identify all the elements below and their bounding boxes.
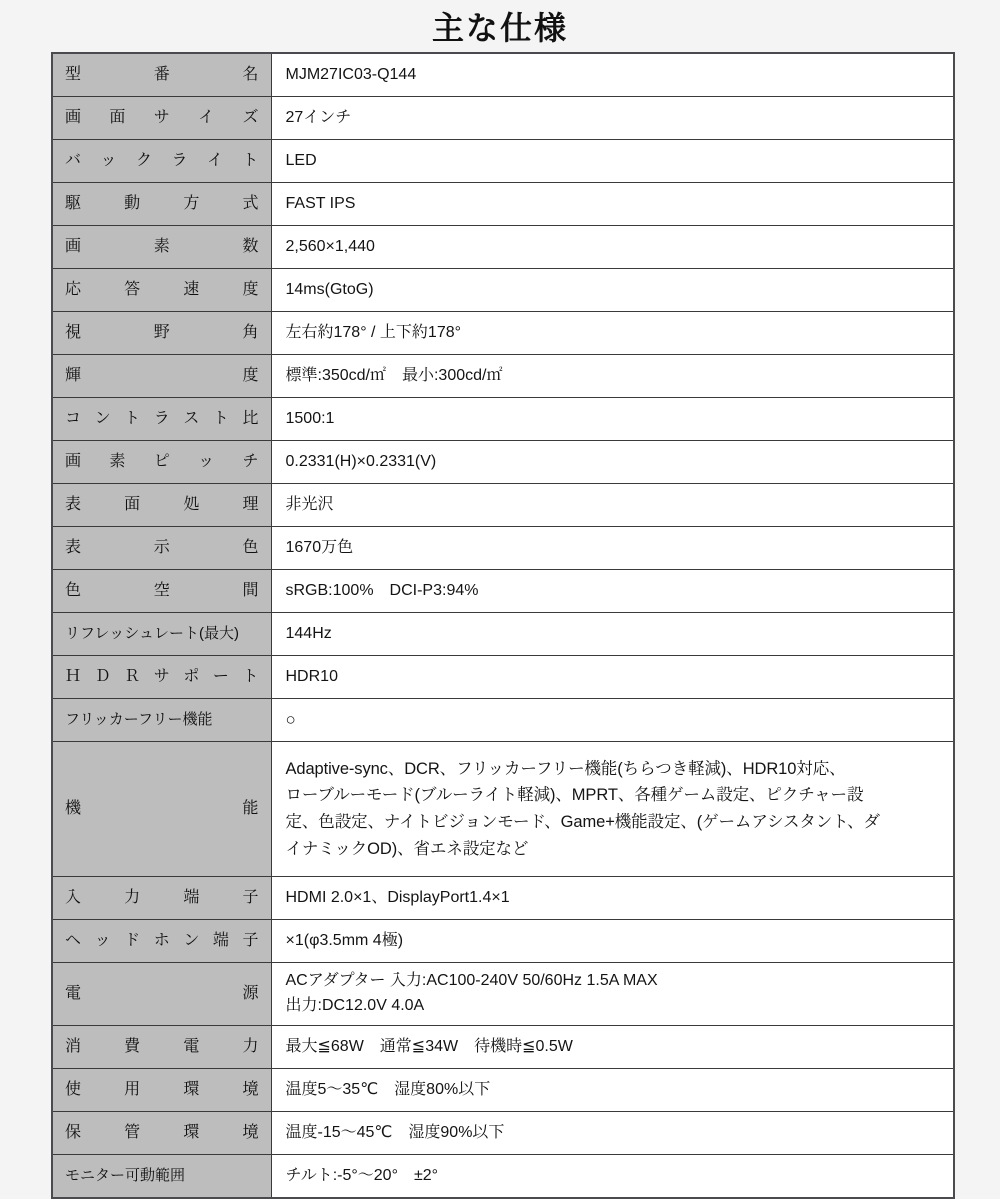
spec-value-line: 温度-15〜45℃ 湿度90%以下 <box>285 1124 505 1142</box>
spec-value-line: 0.2331(H)×0.2331(V) <box>285 453 437 471</box>
spec-value-cell <box>271 183 954 226</box>
spec-value-line: チルト:-5°〜20° ±2° <box>285 1167 439 1185</box>
label-char: 画 <box>65 109 82 127</box>
table-row <box>52 1069 954 1112</box>
label-char: 表 <box>65 496 82 514</box>
label-char: ヘ <box>65 932 82 950</box>
spec-label-cell <box>52 355 271 398</box>
label-char: 環 <box>183 1124 200 1142</box>
spec-value-cell <box>271 1026 954 1069</box>
spec-value-cell <box>271 1155 954 1199</box>
label-char: Ｄ <box>94 668 111 686</box>
spec-label-cell <box>52 527 271 570</box>
spec-value-line: イナミックOD)、省エネ設定など <box>285 839 529 858</box>
label-char: 境 <box>242 1081 259 1099</box>
label-char: ス <box>183 410 200 428</box>
label-char: ト <box>124 410 141 428</box>
spec-value-cell <box>271 613 954 656</box>
page-title: 主な仕様 <box>431 10 568 46</box>
spec-label-cell <box>52 1026 271 1069</box>
spec-value-line: 温度5〜35℃ 湿度80%以下 <box>285 1081 491 1099</box>
spec-label-cell <box>52 183 271 226</box>
spec-value-line: 定、色設定、ナイトビジョンモード、Game+機能設定、(ゲームアシスタント、ダ <box>285 813 880 831</box>
spec-value-line: MJM27IC03-Q144 <box>285 66 417 84</box>
label-char: ッ <box>198 453 215 471</box>
spec-label-cell <box>52 920 271 963</box>
label-char: 素 <box>109 453 126 471</box>
label-char: ン <box>94 410 111 428</box>
label-char: 端 <box>212 932 229 950</box>
spec-table-container <box>51 52 953 1199</box>
table-row <box>52 1112 954 1155</box>
table-row <box>52 398 954 441</box>
spec-value-line: 27インチ <box>285 109 352 127</box>
label-char: 子 <box>242 932 259 950</box>
spec-label-cell <box>52 53 271 97</box>
table-row <box>52 355 954 398</box>
label-char: 処 <box>183 496 200 514</box>
spec-value-line: 14ms(GtoG) <box>285 281 374 299</box>
label-char: 環 <box>183 1081 200 1099</box>
label-char: サ <box>153 668 170 686</box>
spec-value-cell <box>271 441 954 484</box>
label-char: ポ <box>183 668 200 686</box>
spec-table-body <box>52 53 954 1198</box>
table-row <box>52 742 954 877</box>
label-char: サ <box>153 109 170 127</box>
label-char: 型 <box>65 66 82 84</box>
spec-value-cell <box>271 656 954 699</box>
label-char: 保 <box>65 1124 82 1142</box>
spec-value-cell <box>271 963 954 1026</box>
spec-value-line: 最大≦68W 通常≦34W 待機時≦0.5W <box>285 1038 573 1056</box>
spec-label-text <box>65 797 259 820</box>
spec-value-cell <box>271 53 954 97</box>
spec-value-cell <box>271 269 954 312</box>
label-char: 画 <box>65 453 82 471</box>
table-row <box>52 1026 954 1069</box>
label-char: チ <box>242 453 259 471</box>
table-row <box>52 570 954 613</box>
spec-label-text <box>65 364 259 387</box>
table-row <box>52 877 954 920</box>
label-char: 費 <box>124 1038 141 1056</box>
label-char: 輝 <box>65 367 82 385</box>
label-char: 式 <box>242 195 259 213</box>
table-row <box>52 1155 954 1199</box>
label-char: ッ <box>94 932 111 950</box>
label-char: イ <box>206 152 223 170</box>
spec-label-text <box>65 1035 259 1058</box>
spec-label-cell <box>52 226 271 269</box>
table-row <box>52 269 954 312</box>
label-char: 力 <box>124 889 141 907</box>
spec-label-text: リフレッシュレート(最大) <box>65 625 239 643</box>
label-char: 動 <box>124 195 141 213</box>
spec-value-cell <box>271 140 954 183</box>
label-char: ト <box>242 668 259 686</box>
spec-label-text: フリッカーフリー機能 <box>65 711 213 729</box>
label-char: ホ <box>153 932 170 950</box>
spec-label-cell <box>52 699 271 742</box>
spec-label-cell <box>52 1112 271 1155</box>
label-char: 応 <box>65 281 82 299</box>
label-char: 駆 <box>65 195 82 213</box>
label-char: 源 <box>242 985 259 1003</box>
table-row <box>52 312 954 355</box>
spec-value-cell <box>271 877 954 920</box>
label-char: 角 <box>242 324 259 342</box>
label-char: ピ <box>153 453 170 471</box>
spec-value-cell <box>271 920 954 963</box>
spec-value-line: Adaptive-sync、DCR、フリッカーフリー機能(ちらつき軽減)、HDR10対応、 <box>285 759 846 778</box>
spec-value-cell <box>271 742 954 877</box>
table-row <box>52 613 954 656</box>
label-char: 視 <box>65 324 82 342</box>
label-char: 面 <box>124 496 141 514</box>
label-char: Ｈ <box>65 668 82 686</box>
label-char: ラ <box>171 152 188 170</box>
spec-value-line: 出力:DC12.0V 4.0A <box>285 997 425 1014</box>
spec-label-cell <box>52 140 271 183</box>
spec-label-cell <box>52 877 271 920</box>
label-char: ド <box>124 932 141 950</box>
label-char: 画 <box>65 238 82 256</box>
label-char: ク <box>135 152 152 170</box>
spec-value-line: ○ <box>285 709 296 729</box>
label-char: 能 <box>242 800 259 818</box>
spec-label-text <box>65 149 259 172</box>
spec-value-line: ローブルーモード(ブルーライト軽減)、MPRT、各種ゲーム設定、ピクチャー設 <box>285 786 864 805</box>
label-char: 使 <box>65 1081 82 1099</box>
label-char: 数 <box>242 238 259 256</box>
spec-label-cell <box>52 656 271 699</box>
spec-label-cell <box>52 1155 271 1199</box>
label-char: 示 <box>153 539 170 557</box>
label-char: 名 <box>242 66 259 84</box>
table-row <box>52 963 954 1026</box>
label-char: ラ <box>153 410 170 428</box>
spec-value-line: LED <box>285 152 317 170</box>
label-char: 方 <box>183 195 200 213</box>
spec-value-line: 2,560×1,440 <box>285 238 375 256</box>
spec-label-text: モニター可動範囲 <box>65 1167 186 1185</box>
spec-label-cell <box>52 963 271 1026</box>
spec-label-text <box>65 407 259 430</box>
label-char: 番 <box>153 66 170 84</box>
spec-label-text <box>65 63 259 86</box>
specification-table <box>51 52 955 1199</box>
label-char: 入 <box>65 889 82 907</box>
label-char: 度 <box>242 281 259 299</box>
table-row <box>52 441 954 484</box>
label-char: 素 <box>153 238 170 256</box>
spec-label-text <box>65 665 259 688</box>
spec-label-text <box>65 278 259 301</box>
spec-value-line: FAST IPS <box>285 195 356 213</box>
spec-label-cell <box>52 441 271 484</box>
table-row <box>52 527 954 570</box>
spec-value-line: 144Hz <box>285 625 332 643</box>
label-char: 電 <box>65 985 82 1003</box>
spec-label-text <box>65 192 259 215</box>
label-char: 理 <box>242 496 259 514</box>
spec-value-cell <box>271 699 954 742</box>
spec-label-cell <box>52 312 271 355</box>
spec-label-text <box>65 886 259 909</box>
spec-value-line: 1670万色 <box>285 539 354 557</box>
label-char: 端 <box>183 889 200 907</box>
spec-label-cell <box>52 97 271 140</box>
label-char: 子 <box>242 889 259 907</box>
label-char: Ｒ <box>124 668 141 686</box>
spec-value-line: 1500:1 <box>285 410 335 428</box>
spec-label-cell <box>52 269 271 312</box>
spec-label-cell <box>52 570 271 613</box>
label-char: 電 <box>183 1038 200 1056</box>
label-char: 比 <box>242 410 259 428</box>
spec-value-line: sRGB:100% DCI-P3:94% <box>285 582 479 600</box>
table-row <box>52 140 954 183</box>
spec-label-cell <box>52 742 271 877</box>
label-char: 色 <box>65 582 82 600</box>
label-char: 空 <box>153 582 170 600</box>
label-char: ト <box>212 410 229 428</box>
spec-value-cell <box>271 570 954 613</box>
spec-label-text <box>65 1078 259 1101</box>
spec-label-text <box>65 579 259 602</box>
spec-value-cell <box>271 484 954 527</box>
spec-value-line: ×1(φ3.5mm 4極) <box>285 932 404 950</box>
label-char: 表 <box>65 539 82 557</box>
label-char: ト <box>242 152 259 170</box>
label-char: 度 <box>242 367 259 385</box>
label-char: 用 <box>124 1081 141 1099</box>
spec-value-cell <box>271 1069 954 1112</box>
spec-label-text <box>65 106 259 129</box>
spec-value-cell <box>271 398 954 441</box>
spec-value-line: 非光沢 <box>285 496 334 514</box>
spec-value-line: 標準:350cd/㎡ 最小:300cd/㎡ <box>285 367 503 385</box>
label-char: 境 <box>242 1124 259 1142</box>
table-row <box>52 97 954 140</box>
spec-value-line: HDR10 <box>285 668 338 686</box>
label-char: ズ <box>242 109 259 127</box>
spec-value-cell <box>271 97 954 140</box>
spec-value-line: 左右約178° / 上下約178° <box>285 324 462 342</box>
table-row <box>52 656 954 699</box>
spec-label-cell <box>52 613 271 656</box>
label-char: 機 <box>65 800 82 818</box>
spec-label-cell <box>52 484 271 527</box>
label-char: ン <box>183 932 200 950</box>
label-char: 消 <box>65 1038 82 1056</box>
label-char: 速 <box>183 281 200 299</box>
spec-value-line: HDMI 2.0×1、DisplayPort1.4×1 <box>285 889 510 907</box>
table-row <box>52 699 954 742</box>
label-char: ー <box>212 668 229 686</box>
table-row <box>52 226 954 269</box>
spec-label-cell <box>52 1069 271 1112</box>
spec-value-line: ACアダプター 入力:AC100-240V 50/60Hz 1.5A MAX <box>285 972 658 990</box>
spec-value-cell <box>271 1112 954 1155</box>
label-char: バ <box>65 152 82 170</box>
spec-label-text <box>65 929 259 952</box>
label-char: 野 <box>153 324 170 342</box>
label-char: 色 <box>242 539 259 557</box>
spec-label-text <box>65 450 259 473</box>
spec-value-cell <box>271 527 954 570</box>
table-row <box>52 920 954 963</box>
spec-label-cell <box>52 398 271 441</box>
spec-value-cell <box>271 355 954 398</box>
label-char: 面 <box>109 109 126 127</box>
table-row <box>52 183 954 226</box>
label-char: 間 <box>242 582 259 600</box>
spec-value-cell <box>271 226 954 269</box>
label-char: 管 <box>124 1124 141 1142</box>
label-char: 答 <box>124 281 141 299</box>
label-char: イ <box>198 109 215 127</box>
spec-label-text <box>65 235 259 258</box>
spec-label-text <box>65 536 259 559</box>
spec-label-text <box>65 321 259 344</box>
label-char: 力 <box>242 1038 259 1056</box>
spec-label-text <box>65 493 259 516</box>
table-row <box>52 484 954 527</box>
label-char: コ <box>65 410 82 428</box>
spec-label-text <box>65 982 259 1005</box>
spec-label-text <box>65 1121 259 1144</box>
label-char: ッ <box>100 152 117 170</box>
table-row <box>52 53 954 97</box>
spec-value-cell <box>271 312 954 355</box>
